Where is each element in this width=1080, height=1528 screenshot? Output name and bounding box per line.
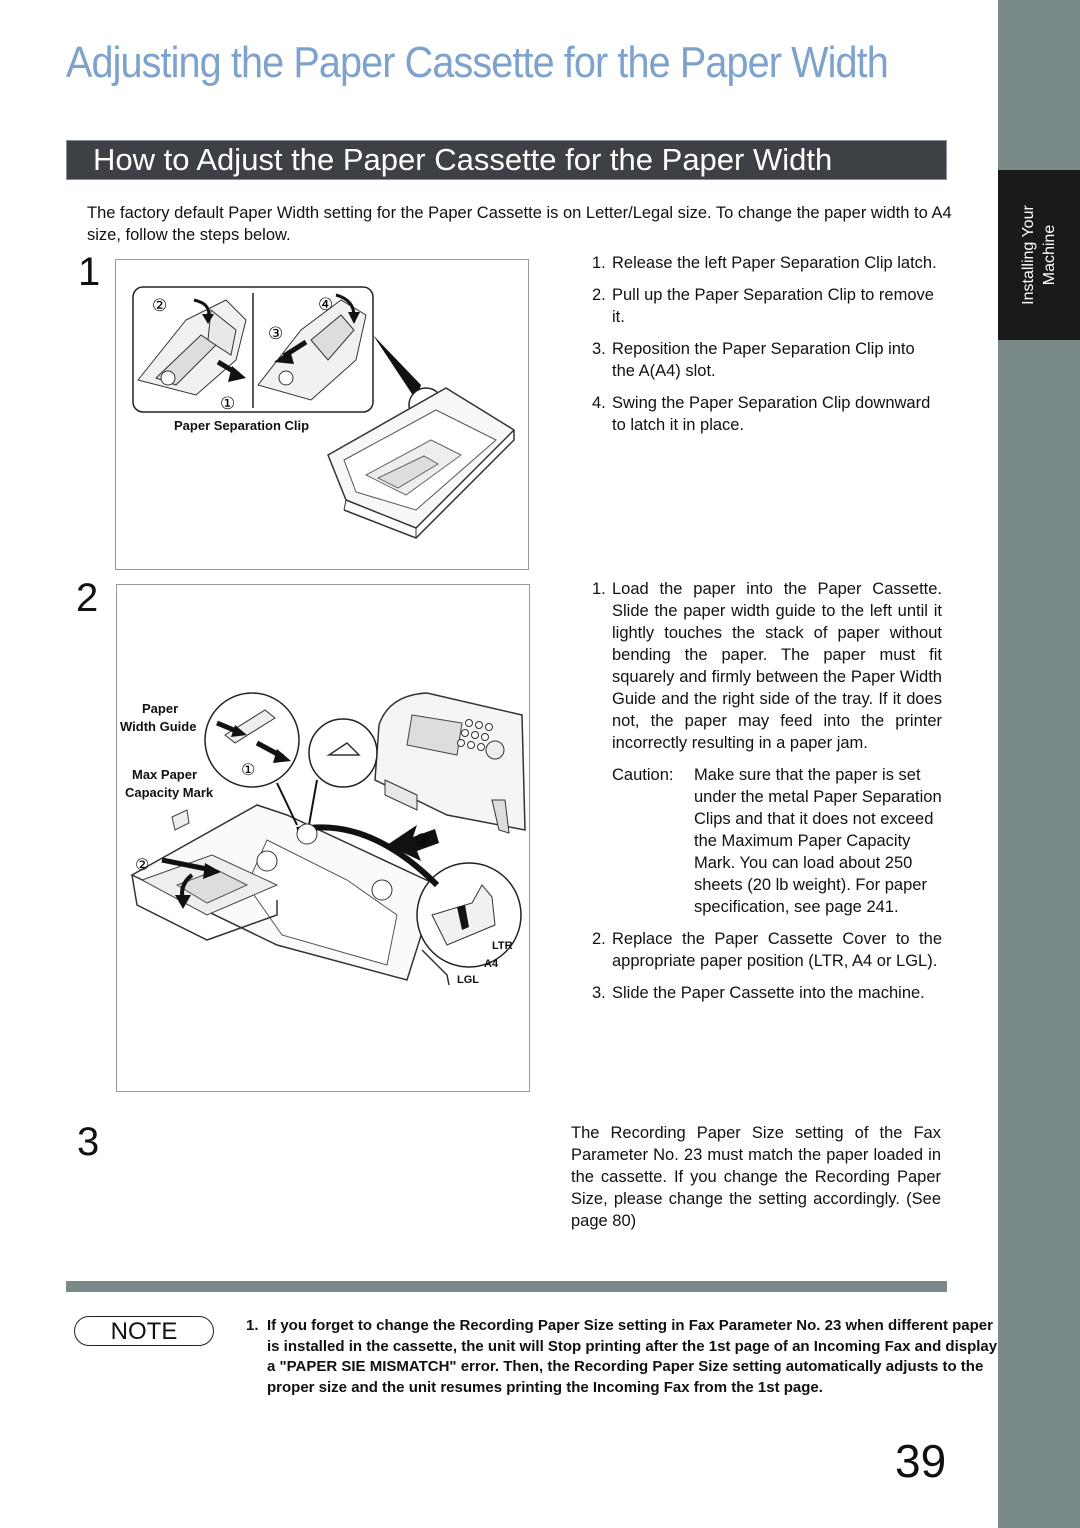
ltr-label: LTR [492,940,513,952]
page-title: Adjusting the Paper Cassette for the Paper Width [66,38,888,87]
width-guide-label: Width Guide [120,719,197,734]
step-1-instructions [592,252,942,446]
caution-label: Caution: [612,766,674,784]
section-title: How to Adjust the Paper Cassette for the Paper Width [93,142,833,177]
page-number: 39 [895,1435,947,1487]
step-2-number: 2 [76,576,99,620]
step-3-text: The Recording Paper Size setting of the Fax Parameter No. 23 must match the paper loaded in the cassette. If you change the Recording Paper Size, please change the setting accordingly. (See page 80) [571,1124,941,1230]
section-header [66,140,947,180]
step-3-number: 3 [77,1120,100,1164]
step-1-item-4: 4. Swing the Paper Separation Clip downward to latch it in place. [592,394,931,434]
caution-note [612,764,942,918]
capacity-mark-label: Capacity Mark [125,785,214,800]
paper-label: Paper [142,701,179,716]
step-1-item-2: 2. Pull up the Paper Separation Clip to remove it. [592,286,934,326]
lgl-label: LGL [457,974,479,986]
callout-1: ① [241,762,256,779]
note-item-number: 1. [246,1317,259,1334]
callout-3: ③ [415,832,430,849]
chapter-tab-line2: Machine [1041,224,1058,286]
step-2-item-3: 3. Slide the Paper Cassette into the machine. [592,984,925,1002]
a4-label: A4 [484,958,499,970]
step-1-item-1: 1. Release the left Paper Separation Clip latch. [592,254,937,272]
step-1-item-3: 3. Reposition the Paper Separation Clip into the A(A4) slot. [592,340,915,380]
note-label: NOTE [74,1316,214,1346]
callout-4: ④ [318,295,334,314]
paper-loading-illustration [117,585,529,1091]
note-divider [66,1281,947,1292]
step-2-item-1: 1. Load the paper into the Paper Cassette. Slide the paper width guide to the left until it lightly touches the stack of paper without bending the paper. The paper must fit squarely and firmly between the Paper Width Guide and the right side of the tray. If it does not, the paper may feed into the printer incorrectly resulting in a paper jam. [592,580,942,752]
callout-3: ③ [268,324,284,343]
callout-1: ① [220,394,236,413]
caution-text: Make sure that the paper is set under the metal Paper Separation Clips and that it does not exceed the Maximum Paper Capacity Mark. You can load about 250 sheets (20 lb weight). For paper specification, see page 241. [694,766,942,916]
note-item-text: If you forget to change the Recording Paper Size setting in Fax Parameter No. 23 when different paper is installed in the cassette, the unit will Stop printing after the 1st page of an Incoming Fax and display a "PAPER SIE MISMATCH" error. Then, the Recording Paper Size setting automatically adjusts to the proper size and the unit resumes printing the Incoming Fax from the 1st page. [267,1317,998,1396]
intro-paragraph: The factory default Paper Width setting for the Paper Cassette is on Letter/Legal size. To change the paper width to A4 size, follow the steps below. [87,204,952,244]
callout-2: ② [152,296,168,315]
chapter-tab-line1: Installing Your [1020,205,1037,305]
step-2-item-2: 2. Replace the Paper Cassette Cover to the appropriate paper position (LTR, A4 or LGL). [592,930,942,970]
paper-separation-clip-label: Paper Separation Clip [174,418,310,433]
callout-2: ② [135,857,150,874]
paper-separation-clip-illustration [116,260,528,569]
max-paper-label: Max Paper [132,767,198,782]
step-1-number: 1 [78,250,101,294]
chapter-tab [998,170,1080,340]
step-1-figure [115,259,529,570]
step-2-figure [116,584,530,1092]
step-2-instructions [592,578,942,1014]
note-text [246,1316,1006,1398]
